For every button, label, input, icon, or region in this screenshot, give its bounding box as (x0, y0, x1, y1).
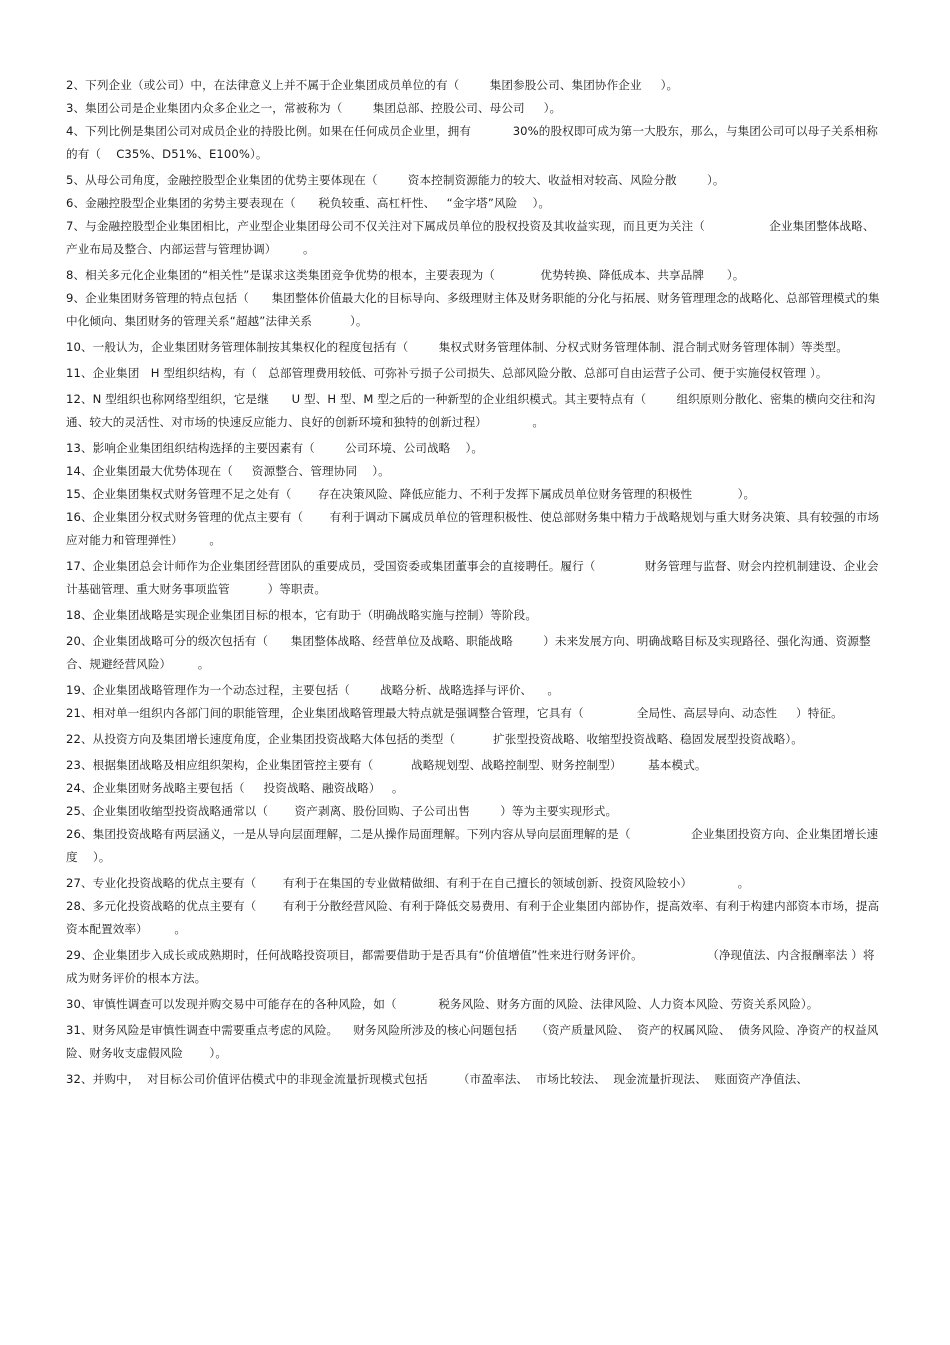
question-9: 9、企业集团财务管理的特点包括（ 集团整体价值最大化的目标导向、多级理财主体及财务职能的分化与拓展、财务管理理念的战略化、总部管理模式的集中化倾向、集团财务的管理关系“超越”法律关系 ）。 (66, 291, 880, 328)
question-15: 15、企业集团集权式财务管理不足之处有（ 存在决策风险、降低应能力、不利于发挥下属成员单位财务管理的积极性 ）。 (66, 487, 756, 501)
question-11: 11、企业集团 H 型组织结构，有（ 总部管理费用较低、可弥补亏损子公司损失、总部风险分散、总部可自由运营子公司、便于实施侵权管理 ）。 (66, 366, 828, 380)
question-31: 31、财务风险是审慎性调查中需要重点考虑的风险。 财务风险所涉及的核心问题包括 （资产质量风险、 资产的权属风险、 债务风险、净资产的权益风险、财务收支虚假风险 ）。 (66, 1023, 879, 1060)
question-list (66, 74, 886, 1091)
question-28: 28、多元化投资战略的优点主要有（ 有利于分散经营风险、有利于降低交易费用、有利于企业集团内部协作，提高效率、有利于构建内部资本市场，提高资本配置效率） 。 (66, 899, 880, 936)
question-30: 30、审慎性调查可以发现并购交易中可能存在的各种风险，如（ 税务风险、财务方面的风险、法律风险、人力资本风险、劳资关系风险）。 (66, 997, 819, 1011)
question-23: 23、根据集团战略及相应组织架构，企业集团管控主要有（ 战略规划型、战略控制型、财务控制型） 基本模式。 (66, 758, 707, 772)
question-6: 6、金融控股型企业集团的劣势主要表现在（ 税负较重、高杠杆性、 “金字塔”风险 ）。 (66, 196, 551, 210)
question-16: 16、企业集团分权式财务管理的优点主要有（ 有利于调动下属成员单位的管理积极性、使总部财务集中精力于战略规划与重大财务决策、具有较强的市场应对能力和管理弹性） 。 (66, 510, 880, 547)
question-32: 32、并购中， 对目标公司价值评估模式中的非现金流量折现模式包括 （市盈率法、 市场比较法、 现金流量折现法、 账面资产净值法、 (66, 1072, 809, 1086)
question-22: 22、从投资方向及集团增长速度角度，企业集团投资战略大体包括的类型（ 扩张型投资战略、收缩型投资战略、稳固发展型投资战略）。 (66, 732, 803, 746)
question-21: 21、相对单一组织内各部门间的职能管理，企业集团战略管理最大特点就是强调整合管理，它具有（ 全局性、高层导向、动态性 ）特征。 (66, 706, 843, 720)
question-4: 4、下列比例是集团公司对成员企业的持股比例。如果在任何成员企业里，拥有 30%的股权即可成为第一大股东，那么，与集团公司可以母子关系相称的有（ C35%、D51%、E100%）。 (66, 124, 878, 161)
question-7: 7、与金融控股型企业集团相比，产业型企业集团母公司不仅关注对下属成员单位的股权投资及其收益实现，而且更为关注（ 企业集团整体战略、产业布局及整合、内部运营与管理协调） 。 (66, 219, 875, 256)
question-18: 18、企业集团战略是实现企业集团目标的根本，它有助于（明确战略实施与控制）等阶段。 (66, 608, 538, 622)
question-13: 13、影响企业集团组织结构选择的主要因素有（ 公司环境、公司战略 ）。 (66, 441, 484, 455)
question-17: 17、企业集团总会计师作为企业集团经营团队的重要成员，受国资委或集团董事会的直接聘任。履行（ 财务管理与监督、财会内控机制建设、企业会计基础管理、重大财务事项监管 ）等职责。 (66, 559, 879, 596)
question-24: 24、企业集团财务战略主要包括（ 投资战略、融资战略） 。 (66, 781, 404, 795)
question-14: 14、企业集团最大优势体现在（ 资源整合、管理协同 ）。 (66, 464, 390, 478)
question-27: 27、专业化投资战略的优点主要有（ 有利于在集国的专业做精做细、有利于在自己擅长的领域创新、投资风险较小） 。 (66, 876, 750, 890)
question-29: 29、企业集团步入成长或成熟期时，任何战略投资项目，都需要借助于是否具有“价值增值”性来进行财务评价。 （净现值法、内含报酬率法 ）将成为财务评价的根本方法。 (66, 948, 875, 985)
question-5: 5、从母公司角度，金融控股型企业集团的优势主要体现在（ 资本控制资源能力的较大、收益相对较高、风险分散 ）。 (66, 173, 725, 187)
question-3: 3、集团公司是企业集团内众多企业之一，常被称为（ 集团总部、控股公司、母公司 ）。 (66, 101, 562, 115)
question-26: 26、集团投资战略有两层涵义，一是从导向层面理解，二是从操作局面理解。下列内容从导向层面理解的是（ 企业集团投资方向、企业集团增长速度 ）。 (66, 827, 879, 864)
question-8: 8、相关多元化企业集团的“相关性”是谋求这类集团竞争优势的根本，主要表现为（ 优势转换、降低成本、共享品牌 ）。 (66, 268, 745, 282)
question-19: 19、企业集团战略管理作为一个动态过程，主要包括（ 战略分析、战略选择与评价、 。 (66, 683, 560, 697)
question-2: 2、下列企业（或公司）中，在法律意义上并不属于企业集团成员单位的有（ 集团参股公司、集团协作企业 ）。 (66, 78, 679, 92)
question-12: 12、N 型组织也称网络型组织，它是继 U 型、H 型、M 型之后的一种新型的企业组织模式。其主要特点有（ 组织原则分散化、密集的横向交往和沟通、较大的灵活性、对市场的快速反应能力、良好的创新环境和独特的创新过程） 。 (66, 392, 876, 429)
question-25: 25、企业集团收缩型投资战略通常以（ 资产剥离、股份回购、子公司出售 ）等为主要实现形式。 (66, 804, 618, 818)
question-10: 10、一般认为，企业集团财务管理体制按其集权化的程度包括有（ 集权式财务管理体制、分权式财务管理体制、混合制式财务管理体制）等类型。 (66, 340, 848, 354)
question-20: 20、企业集团战略可分的级次包括有（ 集团整体战略、经营单位及战略、职能战略 ）未来发展方向、明确战略目标及实现路径、强化沟通、资源整合、规避经营风险） 。 (66, 634, 871, 671)
